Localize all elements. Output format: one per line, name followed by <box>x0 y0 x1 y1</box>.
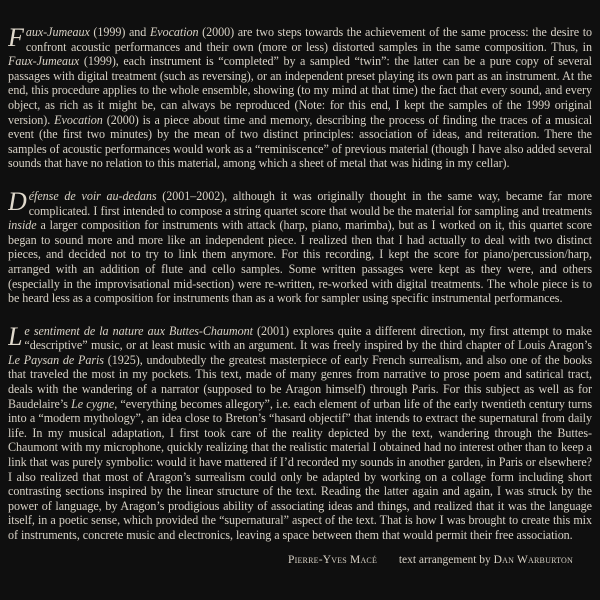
italic-text: Evocation <box>54 112 103 127</box>
italic-text: Le cygne <box>71 396 115 411</box>
drop-cap: D <box>8 186 27 216</box>
body-text: (2001) explores quite a different direction, my first attempt to make “descriptive” music, or at least music with an argument. It was freely inspired by the third chapter of Louis Aragon’s <box>24 323 592 353</box>
italic-text: inside <box>8 218 37 233</box>
paragraph <box>8 186 592 306</box>
credits-line <box>288 553 593 567</box>
body-text: (1999), each instrument is “completed” by a sampled “twin”: the latter can be a pure copy of several passages with digital treatment (such as reversing), or an independent preset playing its own part as an instrument. At the end, this procedure applies to the whole ensemble, showing (to my mind at that time) the fact that every sound, and every object, as rich as it might be, can always be reproduced (Note: for this end, I kept the samples of the 1999 original version). <box>8 54 592 127</box>
italic-text: Le Paysan de Paris <box>8 352 104 367</box>
author-name: Pierre-Yves Macé <box>288 554 378 566</box>
arranger-name: Dan Warburton <box>493 554 574 566</box>
body-text: (1999) and <box>89 25 150 39</box>
arrangement-prefix: text arrangement by <box>398 554 491 566</box>
paragraph <box>8 25 592 171</box>
body-text: (2000) are two steps towards the achievement of the same process: the desire to confront acoustic performances and their own (more or less) distorted samples in the same composition. Thus, in <box>25 25 592 54</box>
paragraph <box>8 321 592 543</box>
italic-text: Evocation <box>149 25 199 39</box>
italic-text: aux-Jumeaux <box>25 25 90 39</box>
italic-text: éfense de voir au-dedans <box>28 188 157 203</box>
body-text: , “everything becomes allegory”, i.e. each element of urban life of the early twentieth century turns into a “modern mythology”, an idea close to Breton’s “hasard objectif” that intends to extract the supernatural from daily life. In my musical adaptation, I first took care of the reality depicted by the text, wandering through the Buttes-Chaumont with my microphone, quickly realizing that the realistic material I obtained had no interest other than to keep a link that was purely symbolic: would it have mattered if I’d recorded my sounds in another garden, in Paris or elsewhere? I also realized that most of Aragon’s surrealism could only be adapted by working on a collage form including short contrasting sections inspired by the linear structure of the text. Reading the latter again and again, I was struck by the power of language, by Aragon’s prodigious ability of associating ideas and things, and realized that it was the language itself, in a poetic sense, which provided the “supernatural” aspect of the text. That is how I was brought to create this mix of instruments, concrete music and electronics, leaving a space between them that would permit their free association. <box>8 396 592 542</box>
drop-cap: F <box>8 25 24 52</box>
body-text: a larger composition for instruments with attack (harp, piano, marimba), but as I worked on it, this quartet score began to sound more and more like an independent piece. I realized then that I had actually to deal with two distinct pieces, and decided not to try to link them anymore. For this recording, I kept the score for piano/percussion/harp, arranged with an addition of flute and cello samples. Some written passages were kept as they were, and others (especially in the improvisational mid-section) were re-written, re-worked with digital treatments. The whole piece is to be heard less as a composition for instruments than as a work for sampler using specific instrumental performances. <box>8 218 592 306</box>
drop-cap: L <box>8 321 23 351</box>
body-text: (2000) is a piece about time and memory, describing the process of finding the traces of a musical event (the first two minutes) by the mean of two distinct principles: association of ideas, and reiteration. There the samples of acoustic performances would work as a “reminiscence” of previous material (though I have also added several sounds that have no relation to this material, among which a sheet of metal that was hiding in my cellar). <box>8 112 592 171</box>
body-text: (2001–2002), although it was originally thought in the same way, became far more complicated. I first intended to compose a string quartet score that would be the material for sampling and treatments <box>28 188 592 218</box>
italic-text: Faux-Jumeaux <box>8 54 80 69</box>
italic-text: e sentiment de la nature aux Buttes-Chaumont <box>24 323 253 338</box>
liner-notes-body <box>8 25 592 543</box>
body-text: (1925), undoubtedly the greatest masterpiece of early French surrealism, and also one of the books that traveled the most in my pockets. This text, made of many genres from narrative to prose poem and satirical tract, deals with the wandering of a narrator (supposed to be Aragon himself) through Paris. For this subject as well as for Baudelaire’s <box>8 352 592 411</box>
liner-notes-page <box>8 25 592 585</box>
